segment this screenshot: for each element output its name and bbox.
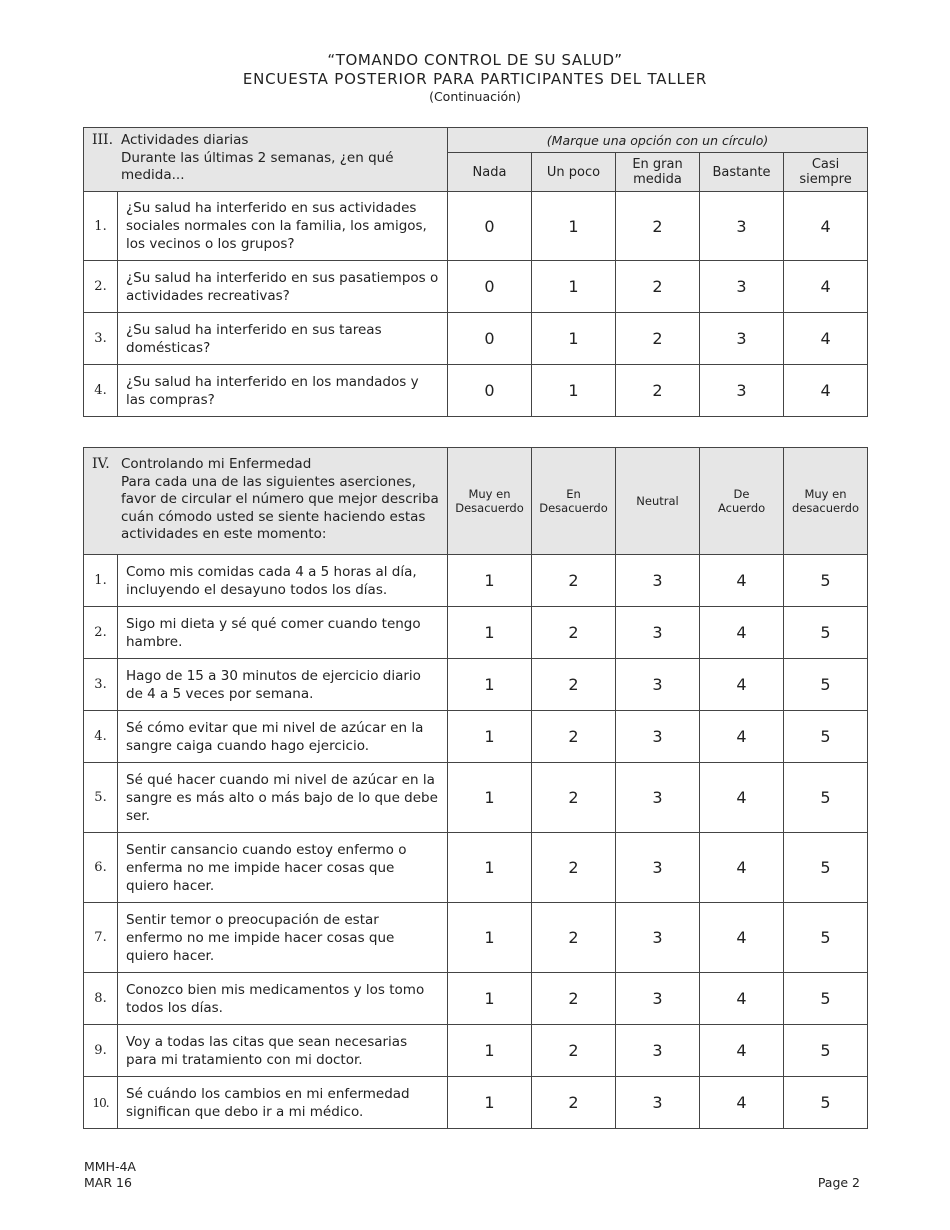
rating-option[interactable]: 3 xyxy=(616,973,700,1025)
question-row xyxy=(84,313,868,365)
rating-option[interactable]: 2 xyxy=(532,903,616,973)
rating-option[interactable]: 2 xyxy=(532,607,616,659)
statement-text: Voy a todas las citas que sean necesarias para mi tratamiento con mi doctor. xyxy=(118,1025,448,1077)
rating-option[interactable]: 4 xyxy=(784,365,868,417)
rating-option[interactable]: 3 xyxy=(616,833,700,903)
statement-number: 2. xyxy=(84,607,118,659)
question-number: 3. xyxy=(84,313,118,365)
rating-option[interactable]: 3 xyxy=(700,192,784,261)
rating-option[interactable]: 2 xyxy=(532,711,616,763)
column-header: En gran medida xyxy=(616,153,700,192)
statement-text: Conozco bien mis medicamentos y los tomo todos los días. xyxy=(118,973,448,1025)
rating-option[interactable]: 4 xyxy=(700,1077,784,1129)
statement-row xyxy=(84,1025,868,1077)
rating-option[interactable]: 0 xyxy=(448,313,532,365)
rating-option[interactable]: 2 xyxy=(532,555,616,607)
statement-number: 6. xyxy=(84,833,118,903)
rating-option[interactable]: 4 xyxy=(700,1025,784,1077)
section-subtitle: Para cada una de las siguientes aserciones, favor de circular el número que mejor describa cuán cómodo usted se siente haciendo estas actividades en este momento: xyxy=(121,473,439,542)
rating-option[interactable]: 3 xyxy=(616,1025,700,1077)
column-header: Casi siempre xyxy=(784,153,868,192)
rating-option[interactable]: 0 xyxy=(448,365,532,417)
rating-option[interactable]: 4 xyxy=(700,763,784,833)
question-number: 2. xyxy=(84,261,118,313)
statement-text: Sentir cansancio cuando estoy enfermo o enferma no me impide hacer cosas que quiero hacer. xyxy=(118,833,448,903)
rating-option[interactable]: 2 xyxy=(616,365,700,417)
section-4-table xyxy=(83,447,868,1129)
rating-option[interactable]: 1 xyxy=(532,313,616,365)
rating-option[interactable]: 1 xyxy=(532,192,616,261)
rating-option[interactable]: 4 xyxy=(700,973,784,1025)
statement-row xyxy=(84,711,868,763)
rating-option[interactable]: 2 xyxy=(532,973,616,1025)
question-text: ¿Su salud ha interferido en los mandados y las compras? xyxy=(118,365,448,417)
rating-option[interactable]: 1 xyxy=(448,833,532,903)
column-header: Neutral xyxy=(616,448,700,555)
continuation-note: (Continuación) xyxy=(429,89,521,104)
rating-option[interactable]: 5 xyxy=(784,833,868,903)
rating-option[interactable]: 3 xyxy=(700,313,784,365)
column-header: En Desacuerdo xyxy=(532,448,616,555)
rating-option[interactable]: 1 xyxy=(448,659,532,711)
section-title: Controlando mi Enfermedad xyxy=(121,456,312,472)
column-header: Nada xyxy=(448,153,532,192)
statement-text: Sentir temor o preocupación de estar enfermo no me impide hacer cosas que quiero hacer. xyxy=(118,903,448,973)
statement-row xyxy=(84,833,868,903)
rating-option[interactable]: 0 xyxy=(448,192,532,261)
statement-row xyxy=(84,659,868,711)
rating-option[interactable]: 3 xyxy=(616,555,700,607)
rating-option[interactable]: 1 xyxy=(448,555,532,607)
statement-number: 3. xyxy=(84,659,118,711)
column-header: Bastante xyxy=(700,153,784,192)
statement-number: 9. xyxy=(84,1025,118,1077)
statement-row xyxy=(84,607,868,659)
rating-option[interactable]: 1 xyxy=(448,711,532,763)
instruction-note: (Marque una opción con un círculo) xyxy=(448,128,868,153)
statement-row xyxy=(84,973,868,1025)
rating-option[interactable]: 0 xyxy=(448,261,532,313)
question-text: ¿Su salud ha interferido en sus pasatiempos o actividades recreativas? xyxy=(118,261,448,313)
rating-option[interactable]: 2 xyxy=(616,313,700,365)
rating-option[interactable]: 5 xyxy=(784,555,868,607)
section-number: IV. xyxy=(92,456,110,472)
rating-option[interactable]: 5 xyxy=(784,711,868,763)
question-number: 1. xyxy=(84,192,118,261)
statement-row xyxy=(84,903,868,973)
rating-option[interactable]: 5 xyxy=(784,607,868,659)
statement-text: Como mis comidas cada 4 a 5 horas al día, incluyendo el desayuno todos los días. xyxy=(118,555,448,607)
question-row xyxy=(84,192,868,261)
rating-option[interactable]: 1 xyxy=(448,903,532,973)
rating-option[interactable]: 4 xyxy=(700,833,784,903)
section-number: III. xyxy=(92,132,114,148)
statement-text: Hago de 15 a 30 minutos de ejercicio diario de 4 a 5 veces por semana. xyxy=(118,659,448,711)
rating-option[interactable]: 2 xyxy=(616,192,700,261)
page-subtitle: ENCUESTA POSTERIOR PARA PARTICIPANTES DEL TALLER xyxy=(242,70,708,88)
rating-option[interactable]: 1 xyxy=(448,1025,532,1077)
rating-option[interactable]: 4 xyxy=(784,261,868,313)
question-number: 4. xyxy=(84,365,118,417)
page-title: “TOMANDO CONTROL DE SU SALUD” xyxy=(327,51,623,69)
section-4-header xyxy=(84,448,448,555)
rating-option[interactable]: 1 xyxy=(448,1077,532,1129)
rating-option[interactable]: 5 xyxy=(784,903,868,973)
rating-option[interactable]: 5 xyxy=(784,763,868,833)
statement-row xyxy=(84,555,868,607)
statement-number: 7. xyxy=(84,903,118,973)
rating-option[interactable]: 3 xyxy=(616,607,700,659)
section-subtitle: Durante las últimas 2 semanas, ¿en qué medida... xyxy=(121,149,394,183)
rating-option[interactable]: 1 xyxy=(532,261,616,313)
rating-option[interactable]: 5 xyxy=(784,1077,868,1129)
question-row xyxy=(84,261,868,313)
statement-number: 1. xyxy=(84,555,118,607)
section-title: Actividades diarias xyxy=(121,132,249,148)
column-header: Muy en Desacuerdo xyxy=(448,448,532,555)
rating-option[interactable]: 3 xyxy=(616,903,700,973)
statement-number: 10. xyxy=(84,1077,118,1129)
rating-option[interactable]: 4 xyxy=(700,659,784,711)
question-text: ¿Su salud ha interferido en sus tareas domésticas? xyxy=(118,313,448,365)
section-3-table xyxy=(83,127,868,417)
rating-option[interactable]: 1 xyxy=(532,365,616,417)
rating-option[interactable]: 2 xyxy=(532,763,616,833)
rating-option[interactable]: 3 xyxy=(700,365,784,417)
rating-option[interactable]: 2 xyxy=(532,833,616,903)
rating-option[interactable]: 3 xyxy=(700,261,784,313)
statement-number: 5. xyxy=(84,763,118,833)
rating-option[interactable]: 4 xyxy=(700,711,784,763)
rating-option[interactable]: 3 xyxy=(616,711,700,763)
statement-text: Sigo mi dieta y sé qué comer cuando tengo hambre. xyxy=(118,607,448,659)
statement-text: Sé cuándo los cambios en mi enfermedad significan que debo ir a mi médico. xyxy=(118,1077,448,1129)
rating-option[interactable]: 4 xyxy=(700,555,784,607)
rating-option[interactable]: 4 xyxy=(700,903,784,973)
rating-option[interactable]: 5 xyxy=(784,659,868,711)
rating-option[interactable]: 1 xyxy=(448,763,532,833)
form-date: MAR 16 xyxy=(84,1175,132,1190)
column-header: Muy en desacuerdo xyxy=(784,448,868,555)
rating-option[interactable]: 5 xyxy=(784,973,868,1025)
rating-option[interactable]: 4 xyxy=(700,607,784,659)
rating-option[interactable]: 1 xyxy=(448,607,532,659)
statement-text: Sé cómo evitar que mi nivel de azúcar en la sangre caiga cuando hago ejercicio. xyxy=(118,711,448,763)
statement-number: 8. xyxy=(84,973,118,1025)
rating-option[interactable]: 3 xyxy=(616,763,700,833)
column-header: Un poco xyxy=(532,153,616,192)
section-3-header xyxy=(84,128,448,192)
rating-option[interactable]: 2 xyxy=(532,1077,616,1129)
column-header: De Acuerdo xyxy=(700,448,784,555)
statement-number: 4. xyxy=(84,711,118,763)
rating-option[interactable]: 4 xyxy=(784,192,868,261)
rating-option[interactable]: 3 xyxy=(616,1077,700,1129)
statement-row xyxy=(84,1077,868,1129)
rating-option[interactable]: 2 xyxy=(616,261,700,313)
rating-option[interactable]: 2 xyxy=(532,1025,616,1077)
rating-option[interactable]: 5 xyxy=(784,1025,868,1077)
form-code: MMH-4A xyxy=(84,1159,136,1174)
statement-text: Sé qué hacer cuando mi nivel de azúcar en la sangre es más alto o más bajo de lo que debe ser. xyxy=(118,763,448,833)
question-text: ¿Su salud ha interferido en sus actividades sociales normales con la familia, los amigos, los vecinos o los grupos? xyxy=(118,192,448,261)
rating-option[interactable]: 2 xyxy=(532,659,616,711)
rating-option[interactable]: 1 xyxy=(448,973,532,1025)
statement-row xyxy=(84,763,868,833)
page-number: Page 2 xyxy=(817,1175,860,1190)
rating-option[interactable]: 4 xyxy=(784,313,868,365)
rating-option[interactable]: 3 xyxy=(616,659,700,711)
question-row xyxy=(84,365,868,417)
